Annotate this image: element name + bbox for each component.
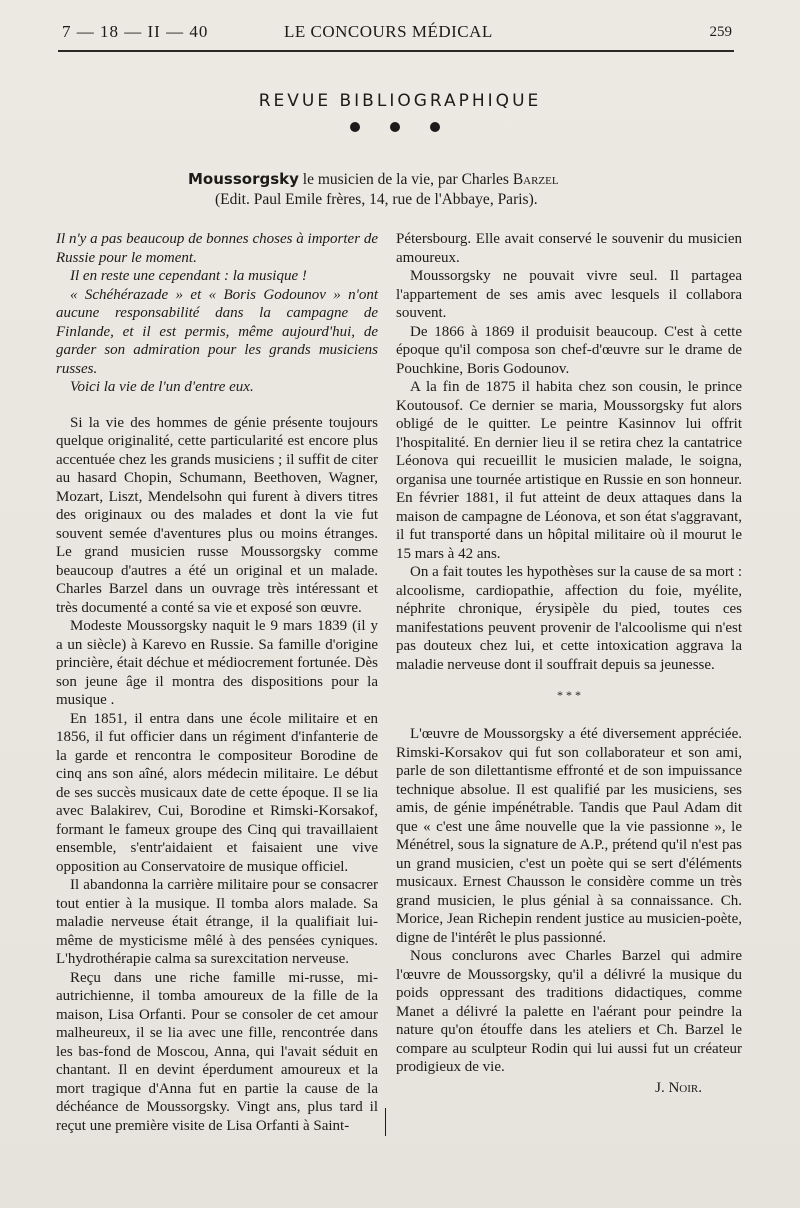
paragraph: A la fin de 1875 il habita chez son cousin, le prince Koutousof. Ce dernier se maria, Moussorgsky fut alors obligé de le quitter. Le peintre Kasinnov lui offrit l'hospitalité. En dernier lieu il se retira chez la cantatrice Léonova qui recueillit le musicien malade, le soigna, organisa une tournée artistique en Russie en son honneur. En février 1881, il fut atteint de deux attaques dans la maison de campagne de Léonova, et son état s'aggravant, il fut transporté dans un hôpital militaire où il mourut le 15 mars à 42 ans. bbox=[396, 379, 742, 562]
paragraph: En 1851, il entra dans une école militaire et en 1856, il fut officier dans un régiment d'infanterie de la garde et rencontra le compositeur Borodine de cinq ans son aîné, alors médecin militaire. Le début de ses succès musicaux date de cette époque. Il se lia avec Balakirev, Cui, Borodine et Rimski-Korsakof, formant le fameux groupe des Cinq qui travaillaient ensemble, s'entr'aidaient et faisaient une vive opposition au Conservatoire de musique officiel. bbox=[56, 710, 378, 875]
section-title: REVUE BIBLIOGRAPHIQUE bbox=[258, 91, 542, 111]
epigraph-line: Il n'y a pas beaucoup de bonnes choses à importer de Russie pour le moment. bbox=[56, 231, 378, 266]
paragraph: L'œuvre de Moussorgsky a été diversement appréciée. Rimski-Korsakov qui fut son collaborateur et son ami, parle de son dilettantisme effronté et de son impuissance technique absolue. Il est qualifié par les musiciens, ses amis, de génie impénétrable. Tandis que Paul Adam dit que « c'est une âme nouvelle que la vie passionne », le Ménétrel, sous la signature de A.P., prétend qu'il n'est pas un grand musicien, c'est un poète qui se sert d'éléments musicaux. Ernest Chausson le considère comme un très grand musicien, le plus génial à sa connaissance. Ch. Morice, Jean Richepin rendent justice au musicien-poète, digne de l'intérêt le plus passionné. bbox=[396, 726, 742, 946]
right-column bbox=[396, 230, 742, 1097]
epigraph-line: « Schéhérazade » et « Boris Godounov » n'ont aucune responsabilité dans la campagne de Finlande, et il est permis, même aujourd'hui, de garder son admiration pour les grands musiciens russes. bbox=[56, 286, 378, 377]
ornament-dot bbox=[390, 122, 400, 132]
ornament-dots bbox=[350, 122, 440, 132]
column-rule bbox=[385, 1108, 386, 1136]
paragraph: Si la vie des hommes de génie présente toujours quelque originalité, cette particularité est encore plus accentuée chez les grands musiciens ; il suffit de citer au hasard Chopin, Schumann, Beethoven, Wagner, Mozart, Liszt, Mendelsohn qui furent à divers titres des originaux ou des malades et dont la vie fut souvent semée d'aventures plus ou moins étranges. Le grand musicien russe Moussorgsky comme beaucoup d'autres a été un original et un malade. Charles Barzel dans un ouvrage très intéressant et très documenté a conté sa vie et exposé son œuvre. bbox=[56, 414, 378, 616]
paragraph: Pétersbourg. Elle avait conservé le souvenir du musicien amoureux. bbox=[396, 231, 742, 266]
epigraph bbox=[56, 230, 378, 397]
ornament-dot bbox=[430, 122, 440, 132]
journal-name: LE CONCOURS MÉDICAL bbox=[284, 22, 493, 41]
paragraph: Modeste Moussorgsky naquit le 9 mars 1839 (il y a un siècle) à Karevo en Russie. Sa famille d'origine princière, était déchue et médiocrement fortunée. Dès son jeune âge il montra des dispositions pour la musique . bbox=[56, 618, 378, 708]
paragraph: Il abandonna la carrière militaire pour se consacrer tout entier à la musique. Il tomba alors malade. Sa maladie nerveuse était étrange, il la qualifiait lui-même de mysticisme mêlé à des pensées cyniques. L'hydrothérapie calma sa surexcitation nerveuse. bbox=[56, 877, 378, 967]
author-signature: J. Noir. bbox=[655, 1079, 702, 1096]
paragraph: Nous conclurons avec Charles Barzel qui admire l'œuvre de Moussorgsky, qu'il a délivré la musique du poids oppressant des traditions didactiques, comme Manet a délivré la palette en l'aérant pour peindre la nature qu'on étouffe dans les ateliers et Ch. Barzel le compare au sculpteur Rodin qui lui aussi fut un créateur prodigieux de vie. bbox=[396, 948, 742, 1075]
book-subject: Moussorgsky bbox=[188, 170, 299, 188]
paragraph: De 1866 à 1869 il produisit beaucoup. C'est à cette époque qu'il composa son chef-d'œuvre sur le drame de Pouchkine, Boris Godounov. bbox=[396, 323, 742, 377]
asterism-divider: * * * bbox=[557, 688, 581, 702]
ornament-dot bbox=[350, 122, 360, 132]
book-title-line bbox=[188, 170, 559, 189]
issue-date: 7 — 18 — II — 40 bbox=[62, 22, 209, 41]
epigraph-line: Il en reste une cependant : la musique ! bbox=[70, 268, 307, 284]
paragraph: On a fait toutes les hypothèses sur la cause de sa mort : alcoolisme, cardiopathie, affection du foie, myélite, néphrite chronique, érysipèle du pied, toutes ces manifestations peuvent provenir de l'alcoolisme qui n'est pas douteux chez lui, et cette intoxication aggrava la maladie nerveuse dont il souffrait depuis sa jeunesse. bbox=[396, 564, 742, 673]
running-header bbox=[62, 22, 732, 44]
header-rule bbox=[58, 50, 734, 52]
book-publisher: (Edit. Paul Emile frères, 14, rue de l'Abbaye, Paris). bbox=[215, 191, 538, 208]
paragraph: Moussorgsky ne pouvait vivre seul. Il partagea l'appartement de ses amis avec lesquels il collabora souvent. bbox=[396, 268, 742, 321]
page-number: 259 bbox=[709, 24, 732, 40]
paragraph: Reçu dans une riche famille mi-russe, mi-autrichienne, il tomba amoureux de la fille de la maison, Lisa Orfanti. Pour se consoler de cet amour malheureux, il se lia avec une fille, rencontrée dans les bas-fond de Moscou, Anna, qui l'avait séduit en chantant. Il en devint éperdument amoureux et la mort tragique d'Anna fut en partie la cause de la déchéance de Moussorgsky. Vingt ans, plus tard il reçut une première visite de Lisa Orfanti à Saint- bbox=[56, 969, 378, 1134]
book-title-rest: le musicien de la vie, par Charles bbox=[302, 171, 509, 188]
epigraph-line: Voici la vie de l'un d'entre eux. bbox=[70, 379, 254, 395]
left-column bbox=[56, 230, 378, 1135]
book-author: Barzel bbox=[512, 171, 559, 188]
